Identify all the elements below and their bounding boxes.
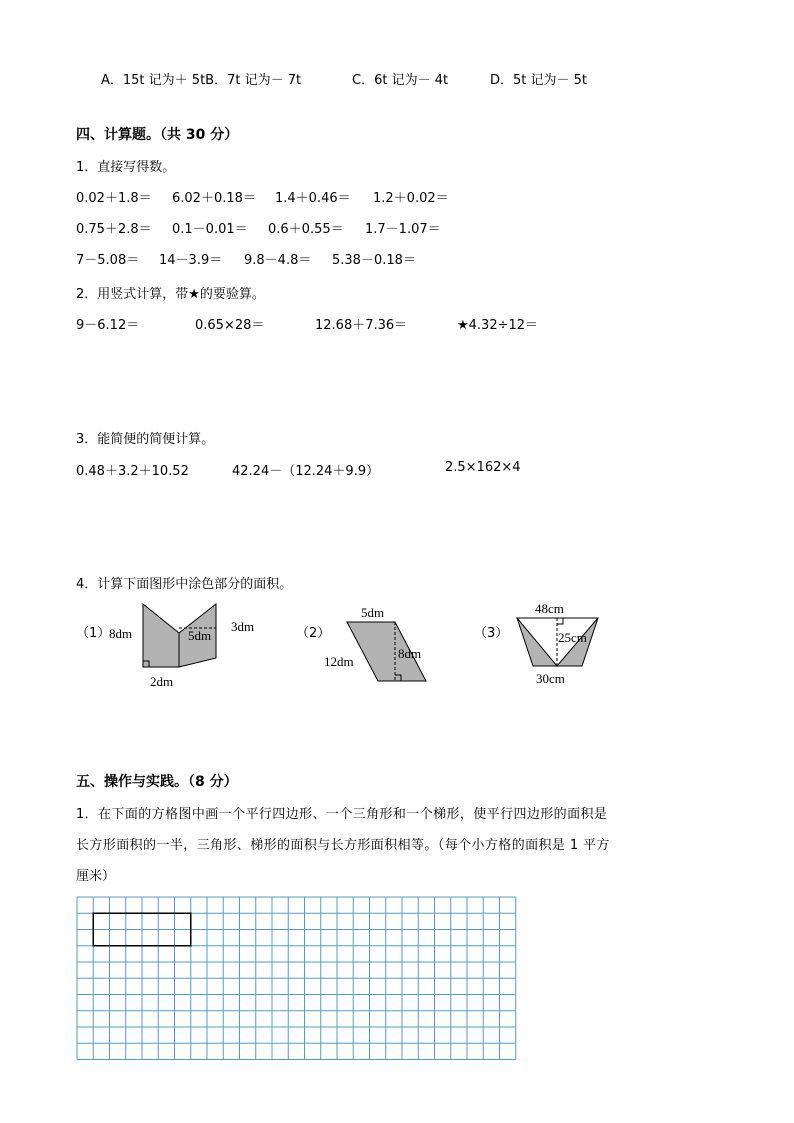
- fig3-label: （3）: [474, 626, 509, 641]
- fig1-mid-text: 5dm: [188, 628, 212, 643]
- q3-title: 3．能简便的简便计算。: [76, 432, 215, 447]
- q1-title: 1．直接写得数。: [76, 160, 176, 175]
- fig1-left-text: 8dm: [109, 626, 133, 641]
- calc-r2c2: 0.1－0.01＝: [172, 222, 248, 237]
- q2-title: 2．用竖式计算，带★的要验算。: [76, 287, 265, 302]
- option-d: D．5t 记为－ 5t: [490, 73, 588, 88]
- option-a-b: A．15t 记为＋ 5tB．7t 记为－ 7t: [101, 73, 302, 88]
- calc-r2c1: 0.75＋2.8＝: [76, 222, 152, 237]
- calc-r3c4: 5.38－0.18＝: [332, 253, 416, 268]
- vertical-calc-2: 0.65×28＝: [195, 318, 265, 333]
- fig3-top-text: 48cm: [535, 601, 564, 616]
- fig2-height-text: 8dm: [398, 646, 422, 661]
- simplify-calc-3: 2.5×162×4: [445, 460, 521, 475]
- fig1-right-text: 3dm: [231, 619, 255, 634]
- simplify-calc-1: 0.48＋3.2＋10.52: [76, 464, 189, 479]
- calc-r1c4: 1.2＋0.02＝: [373, 191, 449, 206]
- vertical-calc-3: 12.68＋7.36＝: [315, 318, 408, 333]
- fig3-bottom-text: 30cm: [536, 671, 565, 686]
- fig2-side-text: 12dm: [324, 654, 354, 669]
- calc-r3c1: 7－5.08＝: [76, 253, 140, 268]
- calc-r1c1: 0.02＋1.8＝: [76, 191, 152, 206]
- fig1-bottom-text: 2dm: [150, 674, 174, 689]
- fig3-height-text: 25cm: [558, 630, 587, 645]
- fig1-left-shaded: [143, 604, 179, 667]
- section4-title: 四、计算题。（共 30 分）: [76, 127, 239, 143]
- calc-r3c2: 14－3.9＝: [159, 253, 223, 268]
- calc-r2c3: 0.6＋0.55＝: [268, 222, 344, 237]
- s5-q1-line2: 长方形面积的一半，三角形、梯形的面积与长方形面积相等。（每个小方格的面积是 1 平方: [76, 838, 610, 853]
- calc-r1c2: 6.02＋0.18＝: [172, 191, 256, 206]
- q4-title: 4．计算下面图形中涂色部分的面积。: [76, 577, 293, 592]
- square-grid: [76, 896, 518, 1062]
- section5-title: 五、操作与实践。（8 分）: [76, 774, 238, 790]
- calc-r3c3: 9.8－4.8＝: [244, 253, 312, 268]
- figure-1: [105, 600, 275, 692]
- figure-3: [505, 600, 615, 690]
- vertical-calc-1: 9－6.12＝: [76, 318, 140, 333]
- figure-2: [320, 600, 435, 685]
- fig2-label: （2）: [296, 626, 331, 641]
- s5-q1-line3: 厘米）: [76, 869, 116, 884]
- fig1-label: （1）: [76, 626, 111, 641]
- calc-r1c3: 1.4＋0.46＝: [275, 191, 351, 206]
- calc-r2c4: 1.7－1.07＝: [365, 222, 441, 237]
- vertical-calc-4: ★4.32÷12＝: [457, 318, 539, 333]
- fig2-top-text: 5dm: [361, 605, 385, 620]
- s5-q1-line1: 1．在下面的方格图中画一个平行四边形、一个三角形和一个梯形，使平行四边形的面积是: [76, 807, 608, 822]
- simplify-calc-2: 42.24－（12.24＋9.9）: [232, 464, 380, 479]
- option-c: C．6t 记为－ 4t: [352, 73, 449, 88]
